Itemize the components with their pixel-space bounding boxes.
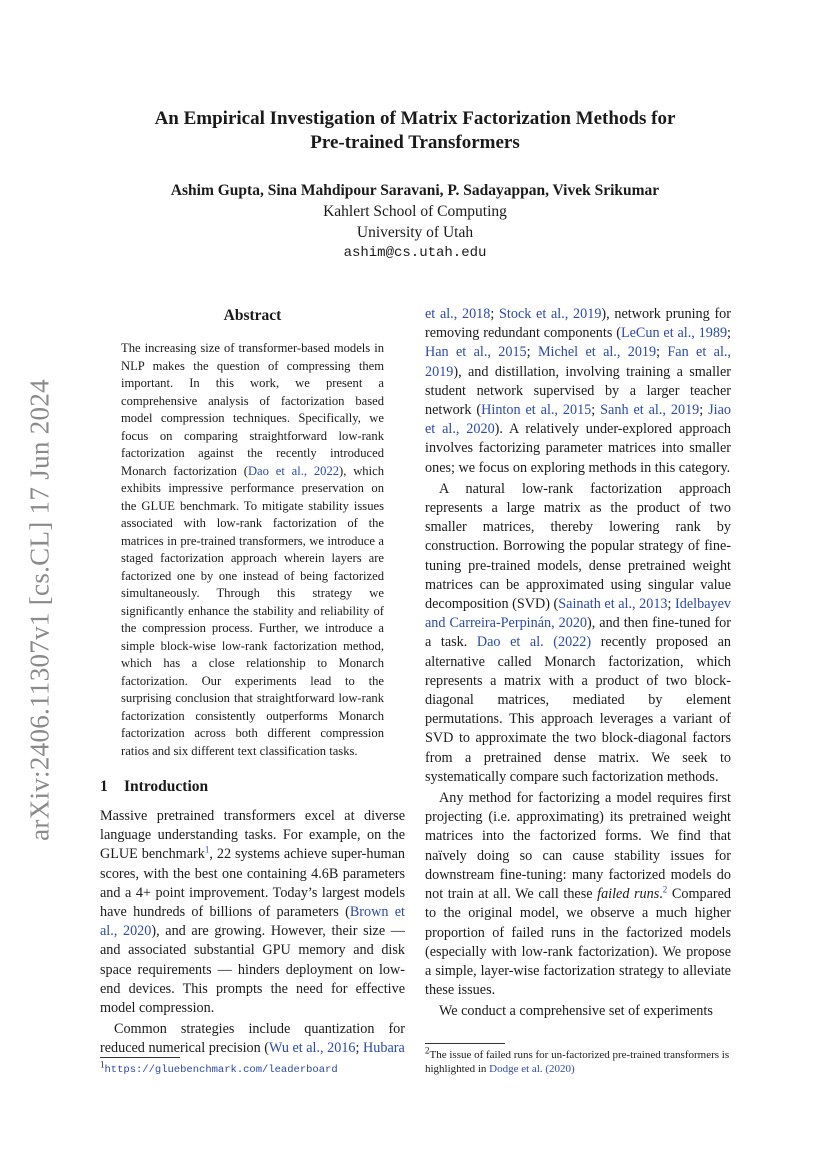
arxiv-stamp [10,370,70,850]
section-title: Introduction [124,778,209,795]
citation-link[interactable]: Brown et al., 2020 [100,904,405,940]
abstract-text: The increasing size of transformer-based models in NLP makes the question of compressing them important. In this work, we present a comprehensive analysis of factorization based model compression techniques. Specifically, we focus on comparing straightforward low-rank factorization against the recently introduced Monarch factorization (Dao et al., 2022), which exhibits impressive performance preservation on the GLUE benchmark. To mitigate stability issues associated with low-rank factorization of the matrices in pre-trained transformers, we introduce a staged factorization approach wherein layers are factorized one by one instead of being factorized simultaneously. Through this strategy we significantly enhance the stability and reliability of the compression process. Further, we introduce a simple block-wise low-rank factorization method, which has a close relationship to Monarch factorization. Our experiments lead to the surprising conclusion that straightforward low-rank factorization consistently outperforms Monarch factorization across both different compression ratios and six different text classification tasks. [121,341,384,758]
footnote-marker-2[interactable]: 2 [662,884,668,895]
footnote-marker-1[interactable]: 1 [204,844,210,855]
intro-paragraph-5-start: We conduct a comprehensive set of experiments [439,1003,713,1020]
left-column [100,303,405,1059]
citation-link[interactable]: Sanh et al., 2019 [600,402,700,419]
intro-paragraph-2-start: Common strategies include quantization for reduced numerical precision (Wu et al., 2016; Hubara [100,1021,405,1057]
footnote-2: $^2$The issue of failed runs for un-factorized pre-trained transformers is highlighted in Dodge et al. (2020) [425,1043,731,1076]
intro-paragraph-2-cont: et al., 2018; Stock et al., 2019), network pruning for removing redundant components (LeCun et al., 1989; Han et al., 2015; Michel et al., 2019; Fan et al., 2019), and distillation, involving training a smaller student network supervised by a larger teacher network (Hinton et al., 2015; Sanh et al., 2019; Jiao et al., 2020). A relatively under-explored approach involves factorizing parameter matrices into smaller ones; we focus on exploring methods in this category. [425,306,731,476]
citation-link[interactable]: LeCun et al., 1989 [620,325,728,342]
footnote-rule [100,1057,180,1058]
citation-link[interactable]: Idelbayev and Carreira-Perpinán, 2020 [425,596,731,632]
abstract-heading: Abstract [223,307,282,324]
citation-link[interactable]: Michel et al., 2019 [537,344,657,361]
author-block [100,180,730,264]
citation-link[interactable]: Wu et al., 2016 [269,1040,356,1057]
arxiv-id: arXiv:2406.11307v1 [cs.CL] 17 Jun 2024 [24,379,55,841]
footnote-1: $^1$https://gluebenchmark.com/leaderboard [100,1057,405,1077]
paper-title [100,107,730,155]
author-names: Ashim Gupta, Sina Mahdipour Saravani, P. Sadayappan, Vivek Srikumar [170,182,660,199]
author-email: ashim@cs.utah.edu [343,245,487,261]
citation-link[interactable]: Dodge et al. (2020) [489,1063,575,1075]
footnote-url-link[interactable]: https://gluebenchmark.com/leaderboard [104,1064,338,1076]
citation-link[interactable]: Sainath et al., 2013 [558,596,668,613]
right-column [425,305,731,1022]
citation-link[interactable]: Hubara [363,1040,405,1057]
citation-link[interactable]: Stock et al., 2019 [499,306,602,322]
citation-link[interactable]: Fan et al., 2019 [425,344,731,380]
citation-link[interactable]: Hinton et al., 2015 [481,402,592,419]
affiliation-university: University of Utah [356,224,474,241]
footnote-rule [425,1043,505,1044]
citation-link[interactable]: et al., 2018 [425,306,491,322]
section-heading-introduction [100,777,405,797]
citation-link[interactable]: Dao et al., 2022 [247,463,340,478]
citation-link[interactable]: Dao et al. (2022) [476,634,592,651]
citation-link[interactable]: Han et al., 2015 [425,344,527,361]
affiliation-school: Kahlert School of Computing [323,203,507,220]
section-number: 1 [100,778,108,795]
intro-paragraph-1: Massive pretrained transformers excel at diverse language understanding tasks. For example, on the GLUE benchmark$^1$, 22 systems achieve super-human scores, with the best one containing 4.6B parameters and a 4+ point improvement. Today’s largest models have hundreds of billions of parameters (Brown et al., 2020), and are growing. However, their size — and associated substantial GPU memory and disk space requirements — hinders deployment on low-end devices. This prompts the need for effective model compression. [100,808,405,1017]
intro-paragraph-3: A natural low-rank factorization approach represents a large matrix as the product of two smaller matrices, thereby lowering rank by construction. Borrowing the popular strategy of fine-tuning pre-trained models, dense pretrained weight matrices can be approximated using singular value decomposition (SVD) (Sainath et al., 2013; Idelbayev and Carreira-Perpinán, 2020), and then fine-tuned for a task. Dao et al. (2022) recently proposed an alternative called Monarch factorization, which represents a matrix with a product of two block-diagonal matrices, mediated by element permutations. This approach leverages a variant of SVD to approximate the two block-diagonal factors from a pretrained dense matrix. We seek to systematically compare such factorization methods. [425,480,731,785]
title-line-2: Pre-trained Transformers [310,132,520,153]
title-line-1: An Empirical Investigation of Matrix Factorization Methods for [154,108,676,129]
intro-paragraph-4: Any method for factorizing a model requires first projecting (i.e. approximating) its pretrained weight matrices into the factorized forms. We find that naïvely doing so can cause stability issues for downstream fine-tuning: many factorized models do not train at all. We call these failed runs.$^2$ Compared to the original model, we observe a much higher proportion of failed runs in the factorized models (especially with low-rank factorization). We propose a simple, layer-wise factorization strategy to alleviate these issues. [425,790,731,999]
citation-link[interactable]: Jiao et al., 2020 [425,402,731,438]
